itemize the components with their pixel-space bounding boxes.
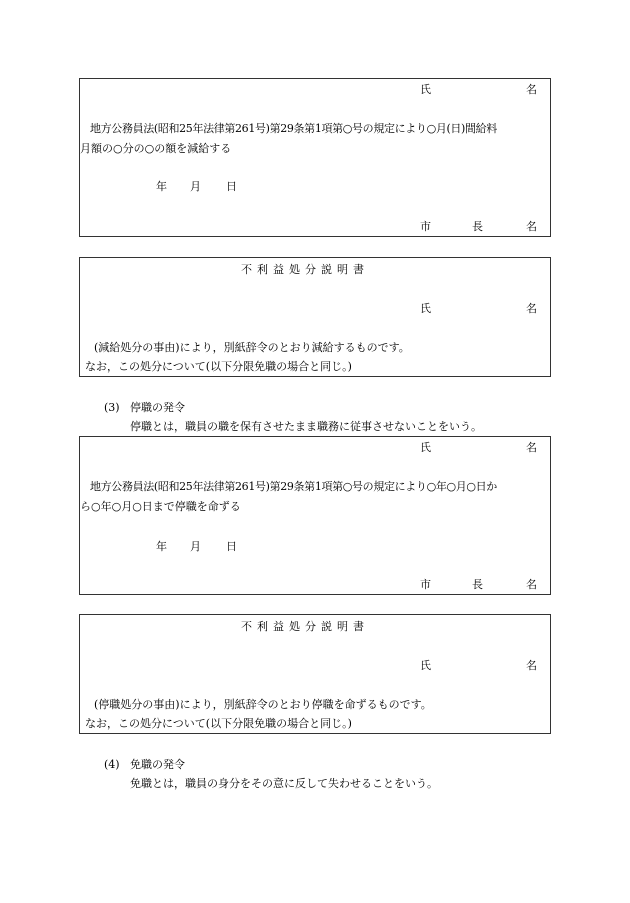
mayor-label-shi: 市	[420, 578, 431, 591]
name-label-mei: 名	[526, 441, 537, 454]
note-line: なお，この処分について(以下分限免職の場合と同じ。)	[85, 717, 352, 730]
reason-line: (減給処分の事由)により，別紙辞令のとおり減給するものです。	[94, 341, 410, 354]
date-month: 月	[190, 540, 201, 553]
statement-title: 不利益処分説明書	[241, 263, 369, 276]
date-month: 月	[190, 180, 201, 193]
name-label-mei: 名	[526, 659, 537, 672]
mayor-label-mei: 名	[526, 578, 537, 591]
mayor-label-cho: 長	[472, 220, 483, 233]
suspension-statement-box	[79, 614, 551, 734]
name-label-mei: 名	[526, 83, 537, 96]
date-day: 日	[226, 180, 237, 193]
section-3-definition: 停職とは，職員の職を保有させたまま職務に従事させないことをいう。	[130, 420, 482, 433]
mayor-label-shi: 市	[420, 220, 431, 233]
statement-title: 不利益処分説明書	[241, 620, 369, 633]
order-body-line-2: ら○年○月○日まで停職を命ずる	[80, 500, 241, 513]
name-label-shi: 氏	[420, 441, 431, 454]
order-body-line-2: 月額の○分の○の額を減給する	[80, 142, 232, 155]
section-3-heading: 停職の発令	[130, 401, 185, 414]
order-body-line-1: 地方公務員法(昭和25年法律第261号)第29条第1項第○号の規定により○月(日)間給料	[90, 122, 497, 135]
name-label-shi: 氏	[420, 302, 431, 315]
date-day: 日	[226, 540, 237, 553]
reason-line: (停職処分の事由)により，別紙辞令のとおり停職を命ずるものです。	[94, 698, 432, 711]
date-year: 年	[156, 540, 167, 553]
name-label-shi: 氏	[420, 659, 431, 672]
section-4-heading: 免職の発令	[130, 758, 185, 771]
name-label-mei: 名	[526, 302, 537, 315]
section-3-number: (3)	[104, 401, 120, 414]
date-year: 年	[156, 180, 167, 193]
salary-cut-statement-box	[79, 257, 551, 377]
mayor-label-mei: 名	[526, 220, 537, 233]
mayor-label-cho: 長	[472, 578, 483, 591]
salary-cut-order-box	[79, 78, 551, 237]
section-4-number: (4)	[104, 758, 120, 771]
suspension-order-box	[79, 436, 551, 595]
order-body-line-1: 地方公務員法(昭和25年法律第261号)第29条第1項第○号の規定により○年○月○日か	[90, 480, 497, 493]
note-line: なお，この処分について(以下分限免職の場合と同じ。)	[85, 360, 352, 373]
section-4-definition: 免職とは，職員の身分をその意に反して失わせることをいう。	[130, 777, 438, 790]
name-label-shi: 氏	[420, 83, 431, 96]
